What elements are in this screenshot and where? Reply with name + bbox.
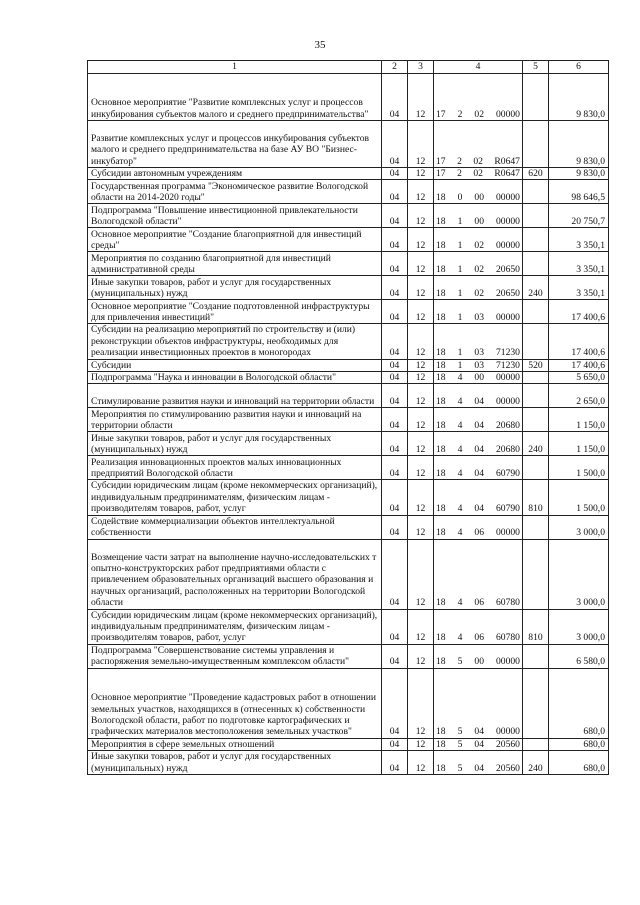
- target-article-cell: [434, 180, 523, 204]
- target-article-code: [436, 168, 520, 179]
- item-name-cell: Основное мероприятие "Развитие комплексных услуг и процессов инкубирования субъектов малого и среднего предпринимательства": [88, 74, 382, 121]
- header-cell: 6: [549, 61, 609, 74]
- target-article-code: [436, 527, 520, 538]
- code-part: 60790: [495, 503, 520, 515]
- subsection-code-cell: 12: [408, 408, 434, 432]
- code-part: 4: [457, 632, 463, 644]
- subsection-code-cell: 12: [408, 456, 434, 480]
- code-part: 00000: [495, 240, 520, 251]
- code-part: 00000: [495, 108, 520, 120]
- expense-type-cell: [523, 456, 549, 480]
- target-article-code: [436, 192, 520, 203]
- subsection-code-cell: 12: [408, 668, 434, 738]
- item-name-cell: Иные закупки товаров, работ и услуг для государственных (муниципальных) нужд: [88, 751, 382, 775]
- amount-cell: 9 830,0: [549, 74, 609, 121]
- section-code-cell: 04: [382, 644, 408, 668]
- amount-cell: 680,0: [549, 738, 609, 750]
- item-name-cell: Подпрограмма "Совершенствование системы управления и распоряжения земельно-имущественным комплексом области": [88, 644, 382, 668]
- page-number: 35: [314, 39, 326, 51]
- code-part: 17: [436, 155, 446, 167]
- code-part: 20650: [495, 288, 520, 299]
- expense-type-cell: [523, 384, 549, 408]
- code-part: 1: [457, 216, 463, 227]
- code-part: 4: [457, 597, 463, 609]
- code-part: 02: [474, 240, 484, 251]
- code-part: 4: [457, 420, 463, 432]
- code-part: 60780: [495, 632, 520, 644]
- subsection-code-cell: 12: [408, 738, 434, 750]
- amount-cell: 17 400,6: [549, 359, 609, 371]
- subsection-code-cell: 12: [408, 168, 434, 180]
- target-article-cell: [434, 644, 523, 668]
- section-code-cell: 04: [382, 432, 408, 456]
- code-part: 04: [474, 444, 484, 456]
- section-code-cell: 04: [382, 300, 408, 324]
- target-article-code: [436, 264, 520, 275]
- expense-type-cell: [523, 408, 549, 432]
- amount-cell: 17 400,6: [549, 324, 609, 359]
- code-part: 5: [457, 762, 463, 774]
- item-name-cell: Мероприятия по созданию благоприятной для инвестиций административной среды: [88, 252, 382, 276]
- expense-type-cell: 620: [523, 168, 549, 180]
- code-part: 1: [457, 264, 463, 275]
- target-article-code: [436, 420, 520, 431]
- target-article-code: [436, 216, 520, 227]
- code-part: 17: [436, 108, 446, 120]
- code-part: 02: [474, 288, 484, 299]
- target-article-cell: [434, 751, 523, 775]
- table-row: [88, 751, 609, 775]
- subsection-code-cell: 12: [408, 74, 434, 121]
- target-article-code: [436, 763, 520, 774]
- code-part: 18: [436, 468, 446, 480]
- amount-cell: 3 350,1: [549, 252, 609, 276]
- code-part: 4: [457, 444, 463, 456]
- header-row: [88, 61, 609, 74]
- target-article-code: [436, 739, 520, 750]
- item-name-cell: Мероприятия по стимулированию развития науки и инноваций на территории области: [88, 408, 382, 432]
- section-code-cell: 04: [382, 384, 408, 408]
- amount-cell: 6 580,0: [549, 644, 609, 668]
- item-name-cell: Субсидии автономным учреждениям: [88, 168, 382, 180]
- target-article-cell: [434, 359, 523, 371]
- code-part: 18: [436, 726, 446, 738]
- table-row: [88, 204, 609, 228]
- target-article-cell: [434, 480, 523, 515]
- item-name-cell: Иные закупки товаров, работ и услуг для государственных (муниципальных) нужд: [88, 276, 382, 300]
- code-part: 02: [474, 108, 484, 120]
- subsection-code-cell: 12: [408, 204, 434, 228]
- target-article-cell: [434, 121, 523, 168]
- section-code-cell: 04: [382, 121, 408, 168]
- target-article-code: [436, 656, 520, 667]
- code-part: 18: [436, 503, 446, 515]
- section-code-cell: 04: [382, 738, 408, 750]
- subsection-code-cell: 12: [408, 644, 434, 668]
- amount-cell: 680,0: [549, 668, 609, 738]
- section-code-cell: 04: [382, 276, 408, 300]
- subsection-code-cell: 12: [408, 180, 434, 204]
- amount-cell: 5 650,0: [549, 372, 609, 384]
- code-part: R0647: [494, 168, 520, 179]
- expense-type-cell: [523, 74, 549, 121]
- expense-type-cell: 240: [523, 751, 549, 775]
- code-part: 18: [436, 396, 446, 408]
- code-part: 00000: [495, 396, 520, 408]
- budget-table: [87, 60, 609, 775]
- subsection-code-cell: 12: [408, 384, 434, 408]
- code-part: 04: [474, 726, 484, 738]
- target-article-cell: [434, 738, 523, 750]
- code-part: R0647: [494, 155, 520, 167]
- target-article-cell: [434, 408, 523, 432]
- code-part: 4: [457, 527, 463, 539]
- code-part: 71230: [495, 347, 520, 359]
- section-code-cell: 04: [382, 204, 408, 228]
- code-part: 18: [436, 192, 446, 203]
- target-article-cell: [434, 384, 523, 408]
- expense-type-cell: [523, 539, 549, 609]
- section-code-cell: 04: [382, 252, 408, 276]
- item-name-cell: Субсидии на реализацию мероприятий по строительству и (или) реконструкции объектов инфраструктуры, необходимых для реализации инвестиционных проектов в моногородах: [88, 324, 382, 359]
- target-article-cell: [434, 168, 523, 180]
- target-article-code: [436, 503, 520, 514]
- code-part: 00000: [495, 726, 520, 738]
- code-part: 5: [457, 738, 463, 750]
- table-row: [88, 408, 609, 432]
- table-row: [88, 121, 609, 168]
- table-row: [88, 539, 609, 609]
- code-part: 04: [474, 420, 484, 432]
- section-code-cell: 04: [382, 74, 408, 121]
- subsection-code-cell: 12: [408, 121, 434, 168]
- code-part: 06: [474, 527, 484, 539]
- item-name-cell: Подпрограмма "Наука и инновации в Вологодской области": [88, 372, 382, 384]
- table-row: [88, 644, 609, 668]
- subsection-code-cell: 12: [408, 276, 434, 300]
- target-article-code: [436, 372, 520, 383]
- target-article-code: [436, 360, 520, 371]
- expense-type-cell: [523, 324, 549, 359]
- table-row: [88, 324, 609, 359]
- target-article-code: [436, 312, 520, 323]
- amount-cell: 1 500,0: [549, 480, 609, 515]
- section-code-cell: 04: [382, 480, 408, 515]
- amount-cell: 3 000,0: [549, 515, 609, 539]
- code-part: 5: [457, 726, 463, 738]
- code-part: 03: [474, 359, 484, 371]
- expense-type-cell: 810: [523, 609, 549, 644]
- code-part: 18: [436, 347, 446, 359]
- code-part: 04: [474, 396, 484, 408]
- code-part: 00: [474, 372, 484, 384]
- subsection-code-cell: 12: [408, 324, 434, 359]
- section-code-cell: 04: [382, 180, 408, 204]
- table-row: [88, 372, 609, 384]
- table-row: [88, 480, 609, 515]
- section-code-cell: 04: [382, 668, 408, 738]
- code-part: 18: [436, 738, 446, 750]
- amount-cell: 9 830,0: [549, 121, 609, 168]
- section-code-cell: 04: [382, 168, 408, 180]
- amount-cell: 2 650,0: [549, 384, 609, 408]
- expense-type-cell: [523, 668, 549, 738]
- amount-cell: 680,0: [549, 751, 609, 775]
- subsection-code-cell: 12: [408, 359, 434, 371]
- target-article-code: [436, 444, 520, 455]
- code-part: 18: [436, 656, 446, 668]
- code-part: 02: [473, 155, 483, 167]
- expense-type-cell: [523, 300, 549, 324]
- target-article-code: [436, 347, 520, 358]
- target-article-code: [436, 597, 520, 608]
- code-part: 4: [457, 396, 463, 408]
- subsection-code-cell: 12: [408, 515, 434, 539]
- code-part: 06: [474, 597, 484, 609]
- table-row: [88, 515, 609, 539]
- target-article-code: [436, 156, 520, 167]
- amount-cell: 3 350,1: [549, 276, 609, 300]
- code-part: 18: [436, 632, 446, 644]
- amount-cell: 3 350,1: [549, 228, 609, 252]
- expense-type-cell: 240: [523, 432, 549, 456]
- header-cell: 1: [88, 61, 382, 74]
- subsection-code-cell: 12: [408, 252, 434, 276]
- table-row: [88, 276, 609, 300]
- amount-cell: 3 000,0: [549, 609, 609, 644]
- amount-cell: 20 750,7: [549, 204, 609, 228]
- target-article-cell: [434, 74, 523, 121]
- table-row: [88, 432, 609, 456]
- code-part: 20560: [495, 738, 520, 750]
- expense-type-cell: [523, 228, 549, 252]
- code-part: 1: [457, 240, 463, 251]
- table-row: [88, 180, 609, 204]
- target-article-cell: [434, 252, 523, 276]
- table-row: [88, 609, 609, 644]
- target-article-code: [436, 288, 520, 299]
- code-part: 04: [474, 762, 484, 774]
- item-name-cell: Развитие комплексных услуг и процессов инкубирования субъектов малого и среднего предпринимательства на базе АУ ВО "Бизнес-инкубатор": [88, 121, 382, 168]
- item-name-cell: Реализация инновационных проектов малых инновационных предприятий Вологодской области: [88, 456, 382, 480]
- section-code-cell: 04: [382, 751, 408, 775]
- code-part: 1: [457, 312, 463, 323]
- target-article-cell: [434, 456, 523, 480]
- target-article-code: [436, 396, 520, 407]
- code-part: 18: [436, 372, 446, 384]
- item-name-cell: Мероприятия в сфере земельных отношений: [88, 738, 382, 750]
- code-part: 00000: [495, 656, 520, 668]
- code-part: 60790: [495, 468, 520, 480]
- section-code-cell: 04: [382, 372, 408, 384]
- item-name-cell: Субсидии юридическим лицам (кроме некоммерческих организаций), индивидуальным предпринимателям, физическим лицам - производителям товаров, работ, услуг: [88, 480, 382, 515]
- item-name-cell: Иные закупки товаров, работ и услуг для государственных (муниципальных) нужд: [88, 432, 382, 456]
- code-part: 18: [436, 264, 446, 275]
- code-part: 1: [457, 347, 463, 359]
- expense-type-cell: 810: [523, 480, 549, 515]
- code-part: 04: [474, 468, 484, 480]
- table-row: [88, 300, 609, 324]
- code-part: 20650: [495, 264, 520, 275]
- target-article-code: [436, 109, 520, 120]
- section-code-cell: 04: [382, 456, 408, 480]
- header-cell: 3: [408, 61, 434, 74]
- table-row: [88, 384, 609, 408]
- amount-cell: 3 000,0: [549, 539, 609, 609]
- target-article-code: [436, 632, 520, 643]
- target-article-cell: [434, 432, 523, 456]
- expense-type-cell: [523, 738, 549, 750]
- section-code-cell: 04: [382, 359, 408, 371]
- target-article-cell: [434, 204, 523, 228]
- code-part: 03: [474, 347, 484, 359]
- code-part: 0: [457, 192, 463, 203]
- target-article-code: [436, 726, 520, 737]
- expense-type-cell: 520: [523, 359, 549, 371]
- amount-cell: 1 500,0: [549, 456, 609, 480]
- code-part: 18: [436, 359, 446, 371]
- code-part: 1: [457, 288, 463, 299]
- code-part: 00000: [495, 312, 520, 323]
- item-name-cell: Подпрограмма "Повышение инвестиционной привлекательности Вологодской области": [88, 204, 382, 228]
- item-name-cell: Содействие коммерциализации объектов интеллектуальной собственности: [88, 515, 382, 539]
- code-part: 06: [474, 632, 484, 644]
- code-part: 18: [436, 597, 446, 609]
- code-part: 4: [457, 468, 463, 480]
- expense-type-cell: [523, 121, 549, 168]
- table-row: [88, 252, 609, 276]
- item-name-cell: Основное мероприятие "Создание благоприятной для инвестиций среды": [88, 228, 382, 252]
- expense-type-cell: 240: [523, 276, 549, 300]
- code-part: 03: [474, 312, 484, 323]
- code-part: 18: [436, 216, 446, 227]
- code-part: 00: [474, 656, 484, 668]
- subsection-code-cell: 12: [408, 372, 434, 384]
- code-part: 4: [457, 372, 463, 384]
- item-name-cell: Субсидии юридическим лицам (кроме некоммерческих организаций), индивидуальным предпринимателям, физическим лицам - производителям товаров, работ, услуг: [88, 609, 382, 644]
- code-part: 71230: [495, 359, 520, 371]
- code-part: 00000: [495, 216, 520, 227]
- table-row: [88, 668, 609, 738]
- target-article-cell: [434, 515, 523, 539]
- code-part: 2: [457, 108, 463, 120]
- code-part: 20680: [495, 420, 520, 432]
- code-part: 00000: [495, 527, 520, 539]
- target-article-cell: [434, 609, 523, 644]
- target-article-cell: [434, 539, 523, 609]
- table-row: [88, 228, 609, 252]
- amount-cell: 1 150,0: [549, 432, 609, 456]
- code-part: 02: [473, 168, 483, 179]
- amount-cell: 98 646,5: [549, 180, 609, 204]
- amount-cell: 17 400,6: [549, 300, 609, 324]
- target-article-code: [436, 240, 520, 251]
- header-cell: 4: [434, 61, 523, 74]
- code-part: 17: [436, 168, 446, 179]
- code-part: 00000: [495, 372, 520, 384]
- expense-type-cell: [523, 372, 549, 384]
- target-article-cell: [434, 668, 523, 738]
- expense-type-cell: [523, 204, 549, 228]
- code-part: 18: [436, 444, 446, 456]
- code-part: 60780: [495, 597, 520, 609]
- target-article-cell: [434, 228, 523, 252]
- code-part: 04: [474, 738, 484, 750]
- expense-type-cell: [523, 180, 549, 204]
- code-part: 00: [474, 216, 484, 227]
- subsection-code-cell: 12: [408, 300, 434, 324]
- table-row: [88, 74, 609, 121]
- code-part: 18: [436, 762, 446, 774]
- amount-cell: 1 150,0: [549, 408, 609, 432]
- expense-type-cell: [523, 644, 549, 668]
- table-row: [88, 738, 609, 750]
- item-name-cell: Возмещение части затрат на выполнение научно-исследовательских т опытно-конструкторских работ предприятиями области с привлечением образовательных организаций высшего образования и научных организаций, расположенных на территории Вологодской области: [88, 539, 382, 609]
- table-row: [88, 456, 609, 480]
- header-cell: 5: [523, 61, 549, 74]
- subsection-code-cell: 12: [408, 609, 434, 644]
- code-part: 18: [436, 527, 446, 539]
- subsection-code-cell: 12: [408, 480, 434, 515]
- code-part: 1: [457, 359, 463, 371]
- item-name-cell: Стимулирование развития науки и инноваций на территории области: [88, 384, 382, 408]
- section-code-cell: 04: [382, 515, 408, 539]
- item-name-cell: Государственная программа "Экономическое развитие Вологодской области на 2014-2020 годы": [88, 180, 382, 204]
- table-row: [88, 168, 609, 180]
- code-part: 18: [436, 420, 446, 432]
- target-article-cell: [434, 324, 523, 359]
- code-part: 2: [457, 168, 462, 179]
- item-name-cell: Основное мероприятие "Создание подготовленной инфраструктуры для привлечения инвестиций": [88, 300, 382, 324]
- section-code-cell: 04: [382, 408, 408, 432]
- header-cell: 2: [382, 61, 408, 74]
- code-part: 04: [474, 503, 484, 515]
- section-code-cell: 04: [382, 539, 408, 609]
- code-part: 20560: [495, 762, 520, 774]
- expense-type-cell: [523, 252, 549, 276]
- code-part: 4: [457, 503, 463, 515]
- target-article-cell: [434, 300, 523, 324]
- table-row: [88, 359, 609, 371]
- target-article-cell: [434, 276, 523, 300]
- target-article-cell: [434, 372, 523, 384]
- code-part: 18: [436, 288, 446, 299]
- code-part: 2: [457, 155, 462, 167]
- code-part: 00: [474, 192, 484, 203]
- subsection-code-cell: 12: [408, 228, 434, 252]
- target-article-code: [436, 468, 520, 479]
- subsection-code-cell: 12: [408, 432, 434, 456]
- code-part: 18: [436, 312, 446, 323]
- item-name-cell: Основное мероприятие "Проведение кадастровых работ в отношении земельных участков, находящихся в (отнесенных к) собственности Вологодской области, работ по подготовке картографических и графических материалов местоположения земельных участков": [88, 668, 382, 738]
- code-part: 5: [457, 656, 463, 668]
- code-part: 00000: [495, 192, 520, 203]
- subsection-code-cell: 12: [408, 751, 434, 775]
- section-code-cell: 04: [382, 228, 408, 252]
- item-name-cell: Субсидии: [88, 359, 382, 371]
- expense-type-cell: [523, 515, 549, 539]
- section-code-cell: 04: [382, 609, 408, 644]
- code-part: 20680: [495, 444, 520, 456]
- subsection-code-cell: 12: [408, 539, 434, 609]
- code-part: 18: [436, 240, 446, 251]
- code-part: 02: [474, 264, 484, 275]
- amount-cell: 9 830,0: [549, 168, 609, 180]
- section-code-cell: 04: [382, 324, 408, 359]
